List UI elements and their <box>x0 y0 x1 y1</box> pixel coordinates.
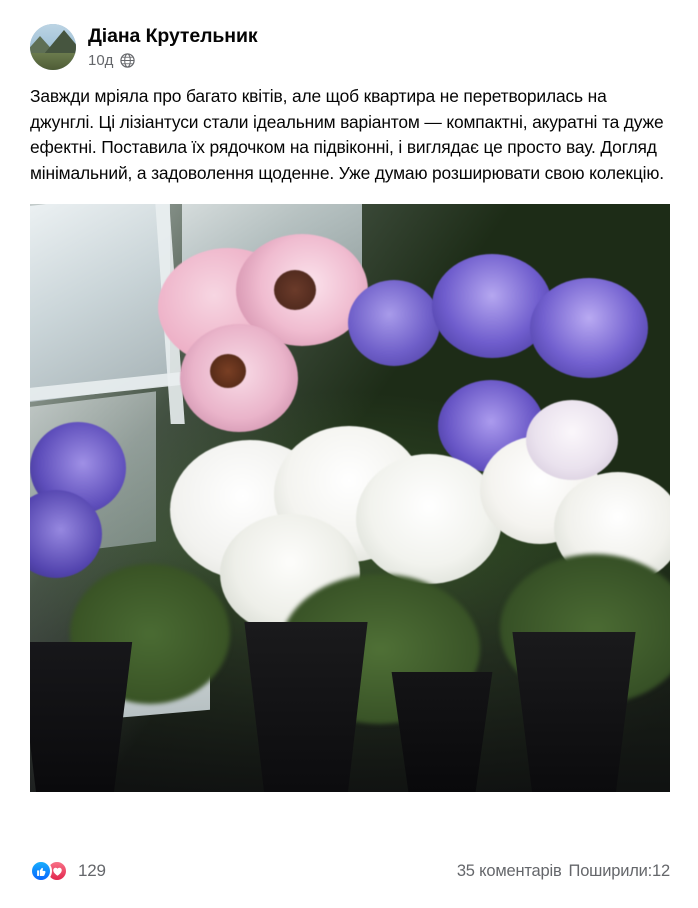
avatar-mountain-right <box>44 30 76 54</box>
reaction-icons <box>30 860 68 882</box>
flower-white-pink-1 <box>526 400 618 480</box>
reaction-count: 129 <box>78 861 106 880</box>
post-header <box>0 0 698 70</box>
globe-icon[interactable] <box>120 53 135 68</box>
avatar[interactable] <box>30 24 76 70</box>
post-footer <box>0 860 698 882</box>
thumbs-up-icon <box>30 860 52 882</box>
comments-count[interactable]: 35 коментарів <box>456 861 562 880</box>
flower-pink-center-2 <box>210 354 246 388</box>
author-name[interactable]: Діана Крутельник <box>88 25 258 47</box>
flower-purple-1 <box>348 280 440 366</box>
post-image[interactable] <box>30 204 670 792</box>
avatar-ground <box>30 53 76 70</box>
post-text: Завжди мріяла про багато квітів, але щоб квартира не перетворилась на джунглі. Ці лізіантуси стали ідеальним варіантом — компактні, акуратні та дуже ефектні. Поставила їх рядочком на підвіконні, і виглядає це просто вау. Догляд мінімальний, а задоволення щоденне. Уже думаю розширювати свою колекцію. <box>30 86 669 183</box>
post-stats <box>457 862 670 881</box>
window-pane-left <box>30 204 170 403</box>
post-header-text <box>88 24 258 69</box>
reactions[interactable] <box>30 860 106 882</box>
pot-right <box>504 632 644 792</box>
pot-center <box>236 622 376 792</box>
post-image-canvas <box>30 204 670 792</box>
flower-white-3 <box>356 454 502 584</box>
post-meta <box>88 52 258 69</box>
post-timestamp[interactable]: 10д <box>88 52 114 69</box>
flower-pink-center-1 <box>274 270 316 310</box>
pot-back <box>382 672 502 792</box>
shares-count[interactable]: Поширили:12 <box>568 861 670 880</box>
flower-purple-3 <box>530 278 648 378</box>
